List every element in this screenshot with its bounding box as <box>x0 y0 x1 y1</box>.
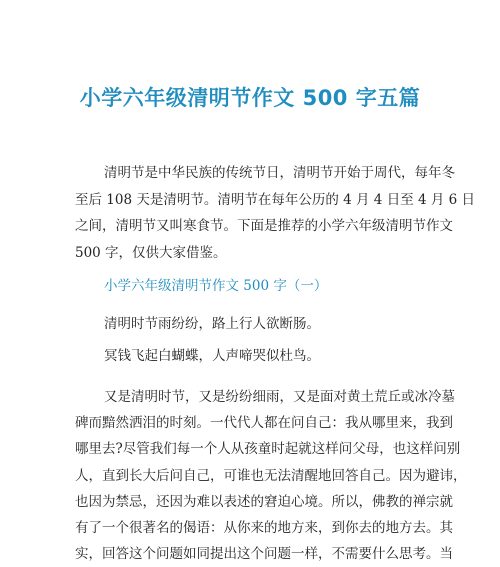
body-line: 人，直到长大后问自己，可谁也无法清醒地回答自己。因为避讳， <box>75 467 467 484</box>
body-line: 实，回答这个问题如同提出这个问题一样，不需要什么思考。当 <box>75 546 453 563</box>
poem-line: 冥钱飞起白蝴蝶，人声啼哭似杜鸟。 <box>104 348 320 364</box>
intro-paragraph <box>75 160 476 266</box>
poem-line: 清明时节雨纷纷，路上行人欲断肠。 <box>104 316 320 332</box>
intro-line: 500 字，仅供大家借鉴。 <box>75 244 227 261</box>
intro-line: 清明节是中华民族的传统节日，清明节开始于周代，每年冬 <box>104 165 455 181</box>
section-title: 小学六年级清明节作文 500 字（一） <box>104 278 328 294</box>
body-line: 也因为禁忌，还因为难以表述的窘迫心境。所以，佛教的禅宗就 <box>75 493 453 510</box>
body-line: 哪里去?尽管我们每一个人从孩童时起就这样问父母，也这样问别 <box>75 441 461 458</box>
intro-line: 至后 108 天是清明节。清明节在每年公历的 4 月 4 日至 4 月 6 日 <box>75 191 476 208</box>
body-line: 碑而黯然洒泪的时刻。一代代人都在问自己：我从哪里来，我到 <box>75 415 453 432</box>
document-title: 小学六年级清明节作文 500 字五篇 <box>79 86 421 110</box>
body-line: 又是清明时节，又是纷纷细雨，又是面对黄土荒丘或冰冷墓 <box>104 389 455 405</box>
body-line: 有了一个很著名的偈语：从你来的地方来，到你去的地方去。其 <box>75 520 453 537</box>
intro-line: 之间，清明节又叫寒食节。下面是推荐的小学六年级清明节作文 <box>75 218 453 234</box>
body-paragraph <box>75 384 467 567</box>
